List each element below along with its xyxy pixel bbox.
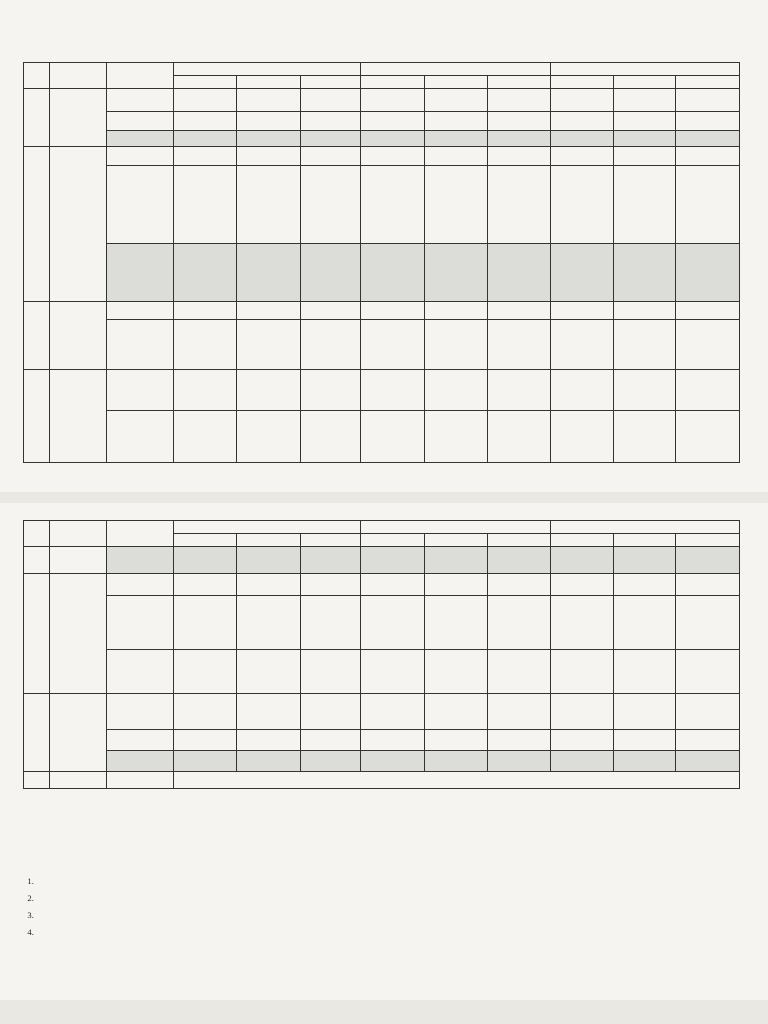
subject-cell (488, 320, 550, 370)
subject-cell (174, 320, 237, 370)
day-date (50, 547, 106, 574)
subject-cell (300, 147, 360, 166)
subject-cell (488, 147, 550, 166)
subject-cell (676, 302, 740, 320)
subject-cell (488, 112, 550, 131)
time-slot (106, 302, 173, 320)
table-row (24, 370, 740, 411)
subject-cell (424, 411, 487, 463)
subject-cell (676, 751, 740, 772)
day-number (24, 772, 50, 789)
notes-section (22, 870, 752, 944)
subject-cell (676, 574, 740, 596)
day-number (24, 89, 50, 147)
subject-cell (237, 147, 300, 166)
subject-cell (614, 147, 676, 166)
subject-cell (614, 730, 676, 751)
header-grade (361, 76, 424, 89)
header-group-tav (550, 63, 739, 76)
subject-cell (237, 112, 300, 131)
header-group-tkj (361, 63, 550, 76)
header-grade (300, 76, 360, 89)
subject-cell (676, 244, 740, 302)
header-grade (174, 76, 237, 89)
subject-cell (550, 147, 613, 166)
subject-cell (237, 320, 300, 370)
subject-cell (237, 370, 300, 411)
subject-cell (488, 751, 550, 772)
subject-cell (550, 112, 613, 131)
subject-cell (676, 547, 740, 574)
subject-cell (300, 166, 360, 244)
subject-cell (300, 131, 360, 147)
subject-cell (550, 730, 613, 751)
subject-cell (614, 302, 676, 320)
subject-cell (300, 574, 360, 596)
subject-cell (237, 730, 300, 751)
day-number (24, 147, 50, 302)
subject-cell (237, 244, 300, 302)
subject-cell (676, 694, 740, 730)
header-time (106, 521, 173, 547)
subject-cell (174, 596, 237, 650)
subject-cell (174, 650, 237, 694)
subject-cell (676, 411, 740, 463)
subject-cell (174, 730, 237, 751)
subject-cell (424, 147, 487, 166)
subject-cell (424, 112, 487, 131)
subject-cell (361, 751, 424, 772)
subject-cell (424, 89, 487, 112)
subject-cell (300, 320, 360, 370)
time-slot (106, 650, 173, 694)
subject-cell (174, 89, 237, 112)
subject-cell (614, 370, 676, 411)
subject-cell (361, 370, 424, 411)
table-row (24, 147, 740, 166)
subject-cell (361, 112, 424, 131)
subject-cell (488, 574, 550, 596)
subject-cell (614, 320, 676, 370)
table-row (24, 650, 740, 694)
time-slot (106, 166, 173, 244)
subject-cell (676, 320, 740, 370)
time-slot (106, 244, 173, 302)
header-group-tkro (174, 63, 361, 76)
subject-cell (550, 131, 613, 147)
subject-cell (614, 751, 676, 772)
subject-cell (174, 302, 237, 320)
subject-cell (424, 166, 487, 244)
subject-cell (300, 244, 360, 302)
table-row (24, 131, 740, 147)
note-item (36, 893, 752, 904)
subject-cell (300, 411, 360, 463)
subject-cell (676, 370, 740, 411)
header-grade (424, 76, 487, 89)
subject-cell (488, 89, 550, 112)
header-grade (424, 534, 487, 547)
time-slot (106, 411, 173, 463)
subject-cell (237, 751, 300, 772)
table-row (24, 772, 740, 789)
subject-cell (361, 244, 424, 302)
subject-cell (488, 131, 550, 147)
subject-cell (237, 650, 300, 694)
subject-cell (614, 244, 676, 302)
subject-cell (237, 166, 300, 244)
subject-cell (300, 302, 360, 320)
table-row (24, 166, 740, 244)
subject-cell (174, 166, 237, 244)
subject-cell (488, 730, 550, 751)
subject-cell (424, 370, 487, 411)
subject-cell (361, 89, 424, 112)
subject-cell (174, 131, 237, 147)
subject-cell (550, 751, 613, 772)
subject-cell (550, 596, 613, 650)
subject-cell (361, 574, 424, 596)
subject-cell (676, 147, 740, 166)
header-grade (488, 76, 550, 89)
subject-cell (174, 574, 237, 596)
subject-cell (361, 411, 424, 463)
day-date (50, 574, 106, 694)
subject-cell (361, 131, 424, 147)
day-date (50, 694, 106, 772)
subject-cell (361, 730, 424, 751)
time-slot (106, 751, 173, 772)
note-item (36, 910, 752, 921)
subject-cell (174, 244, 237, 302)
subject-cell (361, 694, 424, 730)
subject-cell (614, 89, 676, 112)
subject-cell (424, 547, 487, 574)
time-slot (106, 370, 173, 411)
header-day (50, 521, 106, 547)
subject-cell (614, 694, 676, 730)
subject-cell (424, 596, 487, 650)
table-row (24, 694, 740, 730)
header-time (106, 63, 173, 89)
header-grade (174, 534, 237, 547)
subject-cell (488, 166, 550, 244)
subject-cell (488, 596, 550, 650)
subject-cell (614, 131, 676, 147)
subject-cell (424, 751, 487, 772)
header-grade (550, 76, 613, 89)
subject-cell (614, 596, 676, 650)
table-row (24, 730, 740, 751)
subject-cell (174, 112, 237, 131)
note-item (36, 876, 752, 887)
subject-cell (550, 302, 613, 320)
header-grade (361, 534, 424, 547)
subject-cell (237, 547, 300, 574)
makeup-exam-note (174, 772, 740, 789)
subject-cell (676, 650, 740, 694)
subject-cell (488, 411, 550, 463)
subject-cell (488, 370, 550, 411)
header-group-tkj (361, 521, 550, 534)
subject-cell (174, 547, 237, 574)
day-date (50, 772, 106, 789)
subject-cell (237, 131, 300, 147)
subject-cell (488, 302, 550, 320)
header-day (50, 63, 106, 89)
table-row (24, 320, 740, 370)
time-slot (106, 574, 173, 596)
subject-cell (550, 411, 613, 463)
subject-cell (424, 320, 487, 370)
header-grade (676, 76, 740, 89)
subject-cell (550, 370, 613, 411)
subject-cell (237, 574, 300, 596)
day-date (50, 89, 106, 147)
subject-cell (361, 320, 424, 370)
subject-cell (300, 547, 360, 574)
subject-cell (300, 751, 360, 772)
time-slot (106, 694, 173, 730)
day-number (24, 547, 50, 574)
subject-cell (237, 411, 300, 463)
table-row (24, 547, 740, 574)
subject-cell (174, 147, 237, 166)
subject-cell (488, 650, 550, 694)
day-number (24, 694, 50, 772)
header-no (24, 63, 50, 89)
subject-cell (550, 89, 613, 112)
subject-cell (424, 574, 487, 596)
subject-cell (237, 89, 300, 112)
time-slot (106, 547, 173, 574)
subject-cell (361, 596, 424, 650)
day-date (50, 302, 106, 370)
subject-cell (614, 547, 676, 574)
subject-cell (300, 112, 360, 131)
subject-cell (676, 596, 740, 650)
table-row (24, 574, 740, 596)
subject-cell (424, 730, 487, 751)
subject-cell (550, 650, 613, 694)
header-grade (614, 534, 676, 547)
subject-cell (614, 411, 676, 463)
schedule-table-2 (23, 520, 740, 789)
header-grade (300, 534, 360, 547)
subject-cell (424, 302, 487, 320)
subject-cell (300, 694, 360, 730)
subject-cell (300, 650, 360, 694)
header-grade (488, 534, 550, 547)
subject-cell (300, 730, 360, 751)
subject-cell (300, 596, 360, 650)
table-row (24, 112, 740, 131)
subject-cell (550, 547, 613, 574)
time-slot (106, 772, 173, 789)
time-slot (106, 131, 173, 147)
subject-cell (676, 730, 740, 751)
subject-cell (488, 547, 550, 574)
header-grade (237, 534, 300, 547)
day-date (50, 370, 106, 463)
header-grade (614, 76, 676, 89)
time-slot (106, 730, 173, 751)
time-slot (106, 320, 173, 370)
subject-cell (676, 112, 740, 131)
subject-cell (361, 166, 424, 244)
subject-cell (174, 751, 237, 772)
table-row (24, 751, 740, 772)
table-row (24, 596, 740, 650)
table-row (24, 302, 740, 320)
day-number (24, 370, 50, 463)
time-slot (106, 89, 173, 112)
time-slot (106, 147, 173, 166)
subject-cell (300, 370, 360, 411)
subject-cell (174, 370, 237, 411)
subject-cell (550, 694, 613, 730)
subject-cell (614, 574, 676, 596)
subject-cell (676, 166, 740, 244)
subject-cell (550, 244, 613, 302)
day-date (50, 147, 106, 302)
subject-cell (676, 131, 740, 147)
subject-cell (174, 694, 237, 730)
time-slot (106, 112, 173, 131)
subject-cell (424, 131, 487, 147)
day-number (24, 302, 50, 370)
subject-cell (174, 411, 237, 463)
subject-cell (361, 302, 424, 320)
subject-cell (550, 320, 613, 370)
subject-cell (488, 244, 550, 302)
subject-cell (614, 650, 676, 694)
subject-cell (361, 547, 424, 574)
subject-cell (614, 112, 676, 131)
time-slot (106, 596, 173, 650)
subject-cell (237, 302, 300, 320)
header-grade (676, 534, 740, 547)
subject-cell (361, 147, 424, 166)
subject-cell (550, 574, 613, 596)
table-row (24, 411, 740, 463)
subject-cell (300, 89, 360, 112)
subject-cell (424, 694, 487, 730)
header-group-tav (550, 521, 739, 534)
subject-cell (488, 694, 550, 730)
header-no (24, 521, 50, 547)
header-grade (237, 76, 300, 89)
subject-cell (676, 89, 740, 112)
note-item (36, 927, 752, 938)
header-group-tkro (174, 521, 361, 534)
notes-list (22, 876, 752, 938)
subject-cell (424, 244, 487, 302)
header-grade (550, 534, 613, 547)
subject-cell (237, 694, 300, 730)
table-row (24, 89, 740, 112)
subject-cell (237, 596, 300, 650)
day-number (24, 574, 50, 694)
subject-cell (424, 650, 487, 694)
subject-cell (550, 166, 613, 244)
subject-cell (614, 166, 676, 244)
subject-cell (361, 650, 424, 694)
table-row (24, 244, 740, 302)
schedule-table-1 (23, 62, 740, 463)
